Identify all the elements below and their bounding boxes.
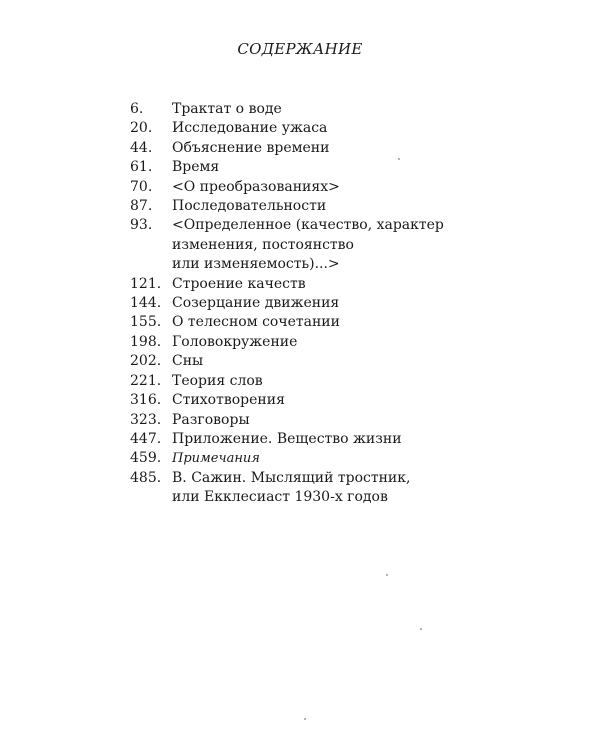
toc-title: <Определенное (качество, характер изменения, постоянство или изменяемость)...> xyxy=(172,217,444,273)
toc-title: Объяснение времени xyxy=(172,139,330,156)
toc-title: Сны xyxy=(172,353,204,370)
scan-speck xyxy=(386,574,388,576)
toc-page-number: 316. xyxy=(130,392,162,409)
toc-entry[interactable] xyxy=(130,139,460,158)
toc-title: Созерцание движения xyxy=(172,295,340,312)
table-of-contents xyxy=(130,100,460,508)
toc-entry[interactable] xyxy=(130,430,460,449)
toc-entry[interactable] xyxy=(130,449,460,468)
toc-page-number: 61. xyxy=(130,159,153,176)
toc-title: В. Сажин. Мыслящий тростник, или Екклесиаст 1930-х годов xyxy=(172,469,411,506)
toc-page-number: 70. xyxy=(130,178,153,195)
toc-page-number: 44. xyxy=(130,139,153,156)
toc-entry[interactable] xyxy=(130,469,460,508)
toc-entry[interactable] xyxy=(130,352,460,371)
toc-page-number: 6. xyxy=(130,101,144,117)
toc-page-number: 121. xyxy=(130,275,162,292)
page-title: СОДЕРЖАНИЕ xyxy=(237,40,363,58)
toc-page-number: 155. xyxy=(130,314,162,331)
toc-entry[interactable] xyxy=(130,158,460,177)
scan-speck xyxy=(304,718,306,720)
toc-page-number: 202. xyxy=(130,353,162,370)
toc-page-number: 87. xyxy=(130,198,153,215)
toc-entry[interactable] xyxy=(130,216,460,274)
toc-title: Трактат о воде xyxy=(172,101,282,117)
toc-entry[interactable] xyxy=(130,100,460,119)
toc-entry[interactable] xyxy=(130,178,460,197)
toc-title: Разговоры xyxy=(172,411,250,428)
toc-page-number: 447. xyxy=(130,430,162,447)
toc-title: Исследование ужаса xyxy=(172,120,328,137)
toc-title: Время xyxy=(172,159,220,176)
toc-title: Теория слов xyxy=(172,372,263,389)
toc-entry[interactable] xyxy=(130,275,460,294)
toc-title: Приложение. Вещество жизни xyxy=(172,430,402,447)
toc-title: Примечания xyxy=(172,451,260,467)
toc-title: Головокружение xyxy=(172,333,298,350)
toc-page-number: 459. xyxy=(130,450,162,467)
toc-page-number: 20. xyxy=(130,120,153,137)
toc-page-number: 323. xyxy=(130,411,162,428)
toc-entry[interactable] xyxy=(130,119,460,138)
toc-title: Строение качеств xyxy=(172,275,306,292)
toc-title: Стихотворения xyxy=(172,392,285,409)
toc-title: <О преобразованиях> xyxy=(172,178,340,195)
toc-entry[interactable] xyxy=(130,333,460,352)
toc-entry[interactable] xyxy=(130,313,460,332)
toc-page-number: 221. xyxy=(130,372,162,389)
toc-title: Последовательности xyxy=(172,198,327,215)
toc-page-number: 144. xyxy=(130,295,162,312)
toc-page-number: 198. xyxy=(130,333,162,350)
toc-entry[interactable] xyxy=(130,411,460,430)
toc-page-number: 485. xyxy=(130,469,162,486)
scan-speck xyxy=(420,628,422,630)
toc-entry[interactable] xyxy=(130,391,460,410)
toc-entry[interactable] xyxy=(130,372,460,391)
toc-page-number: 93. xyxy=(130,217,153,234)
toc-entry[interactable] xyxy=(130,294,460,313)
scan-speck xyxy=(398,158,400,160)
toc-entry[interactable] xyxy=(130,197,460,216)
toc-title: О телесном сочетании xyxy=(172,314,340,331)
